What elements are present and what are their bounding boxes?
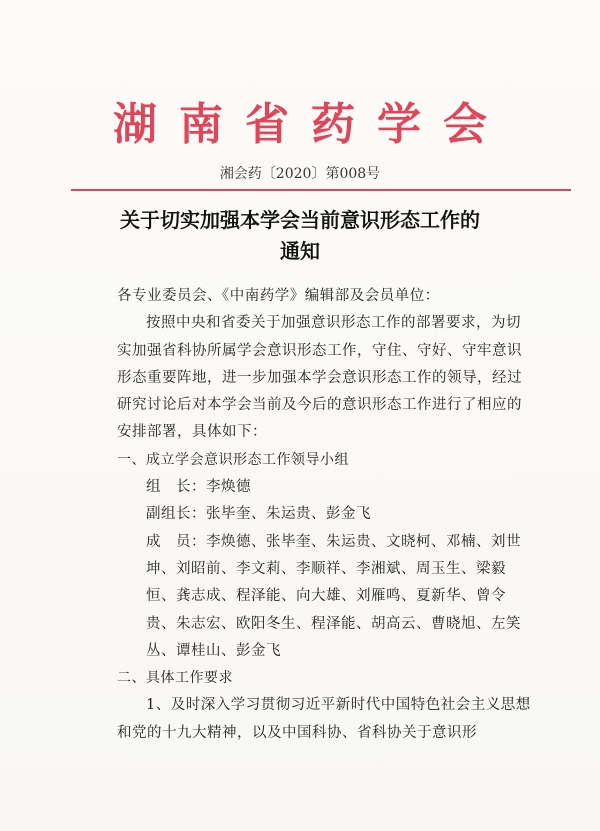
red-divider-line xyxy=(71,189,571,191)
document-body xyxy=(117,283,535,747)
intro-paragraph: 按照中央和省委关于加强意识形态工作的部署要求，为切实加强省科协所属学会意识形态工作，守住、守好、守牢意识形态重要阵地，进一步加强本学会意识形态工作的领导，经过研究讨论后对本学会当前及今后的意识形态工作进行了相应的安排部署，具体如下： xyxy=(117,315,522,441)
title-line-2: 通知 xyxy=(280,239,320,263)
document-title xyxy=(60,205,540,267)
title-line-1: 关于切实加强本学会当前意识形态工作的 xyxy=(120,208,480,232)
requirement-item-1: 1、及时深入学习贯彻习近平新时代中国特色社会主义思想和党的十九大精神，以及中国科协、省科协关于意识形 xyxy=(117,697,531,741)
section-2-heading: 二、具体工作要求 xyxy=(117,670,233,687)
group-deputy: 副组长：张毕奎、朱运贵、彭金飞 xyxy=(146,506,371,523)
org-masthead: 湖南省药学会 xyxy=(113,99,509,150)
salutation: 各专业委员会、《中南药学》编辑部及会员单位： xyxy=(117,288,440,304)
group-leader: 组 长：李焕德 xyxy=(146,479,251,496)
document-number: 湘会药〔2020〕第008号 xyxy=(219,166,381,182)
group-members: 成 员：李焕德、张毕奎、朱运贵、文晓柯、邓楠、刘世坤、刘昭前、李文莉、李顺祥、李湘斌、周玉生、梁毅恒、龚志成、程泽能、向大雄、刘雁鸣、夏新华、曾令贵、朱志宏、欧阳冬生、程泽能、胡高云、曹晓旭、左笑丛、谭桂山、彭金飞 xyxy=(146,533,521,659)
section-1-heading: 一、成立学会意识形态工作领导小组 xyxy=(117,451,349,468)
